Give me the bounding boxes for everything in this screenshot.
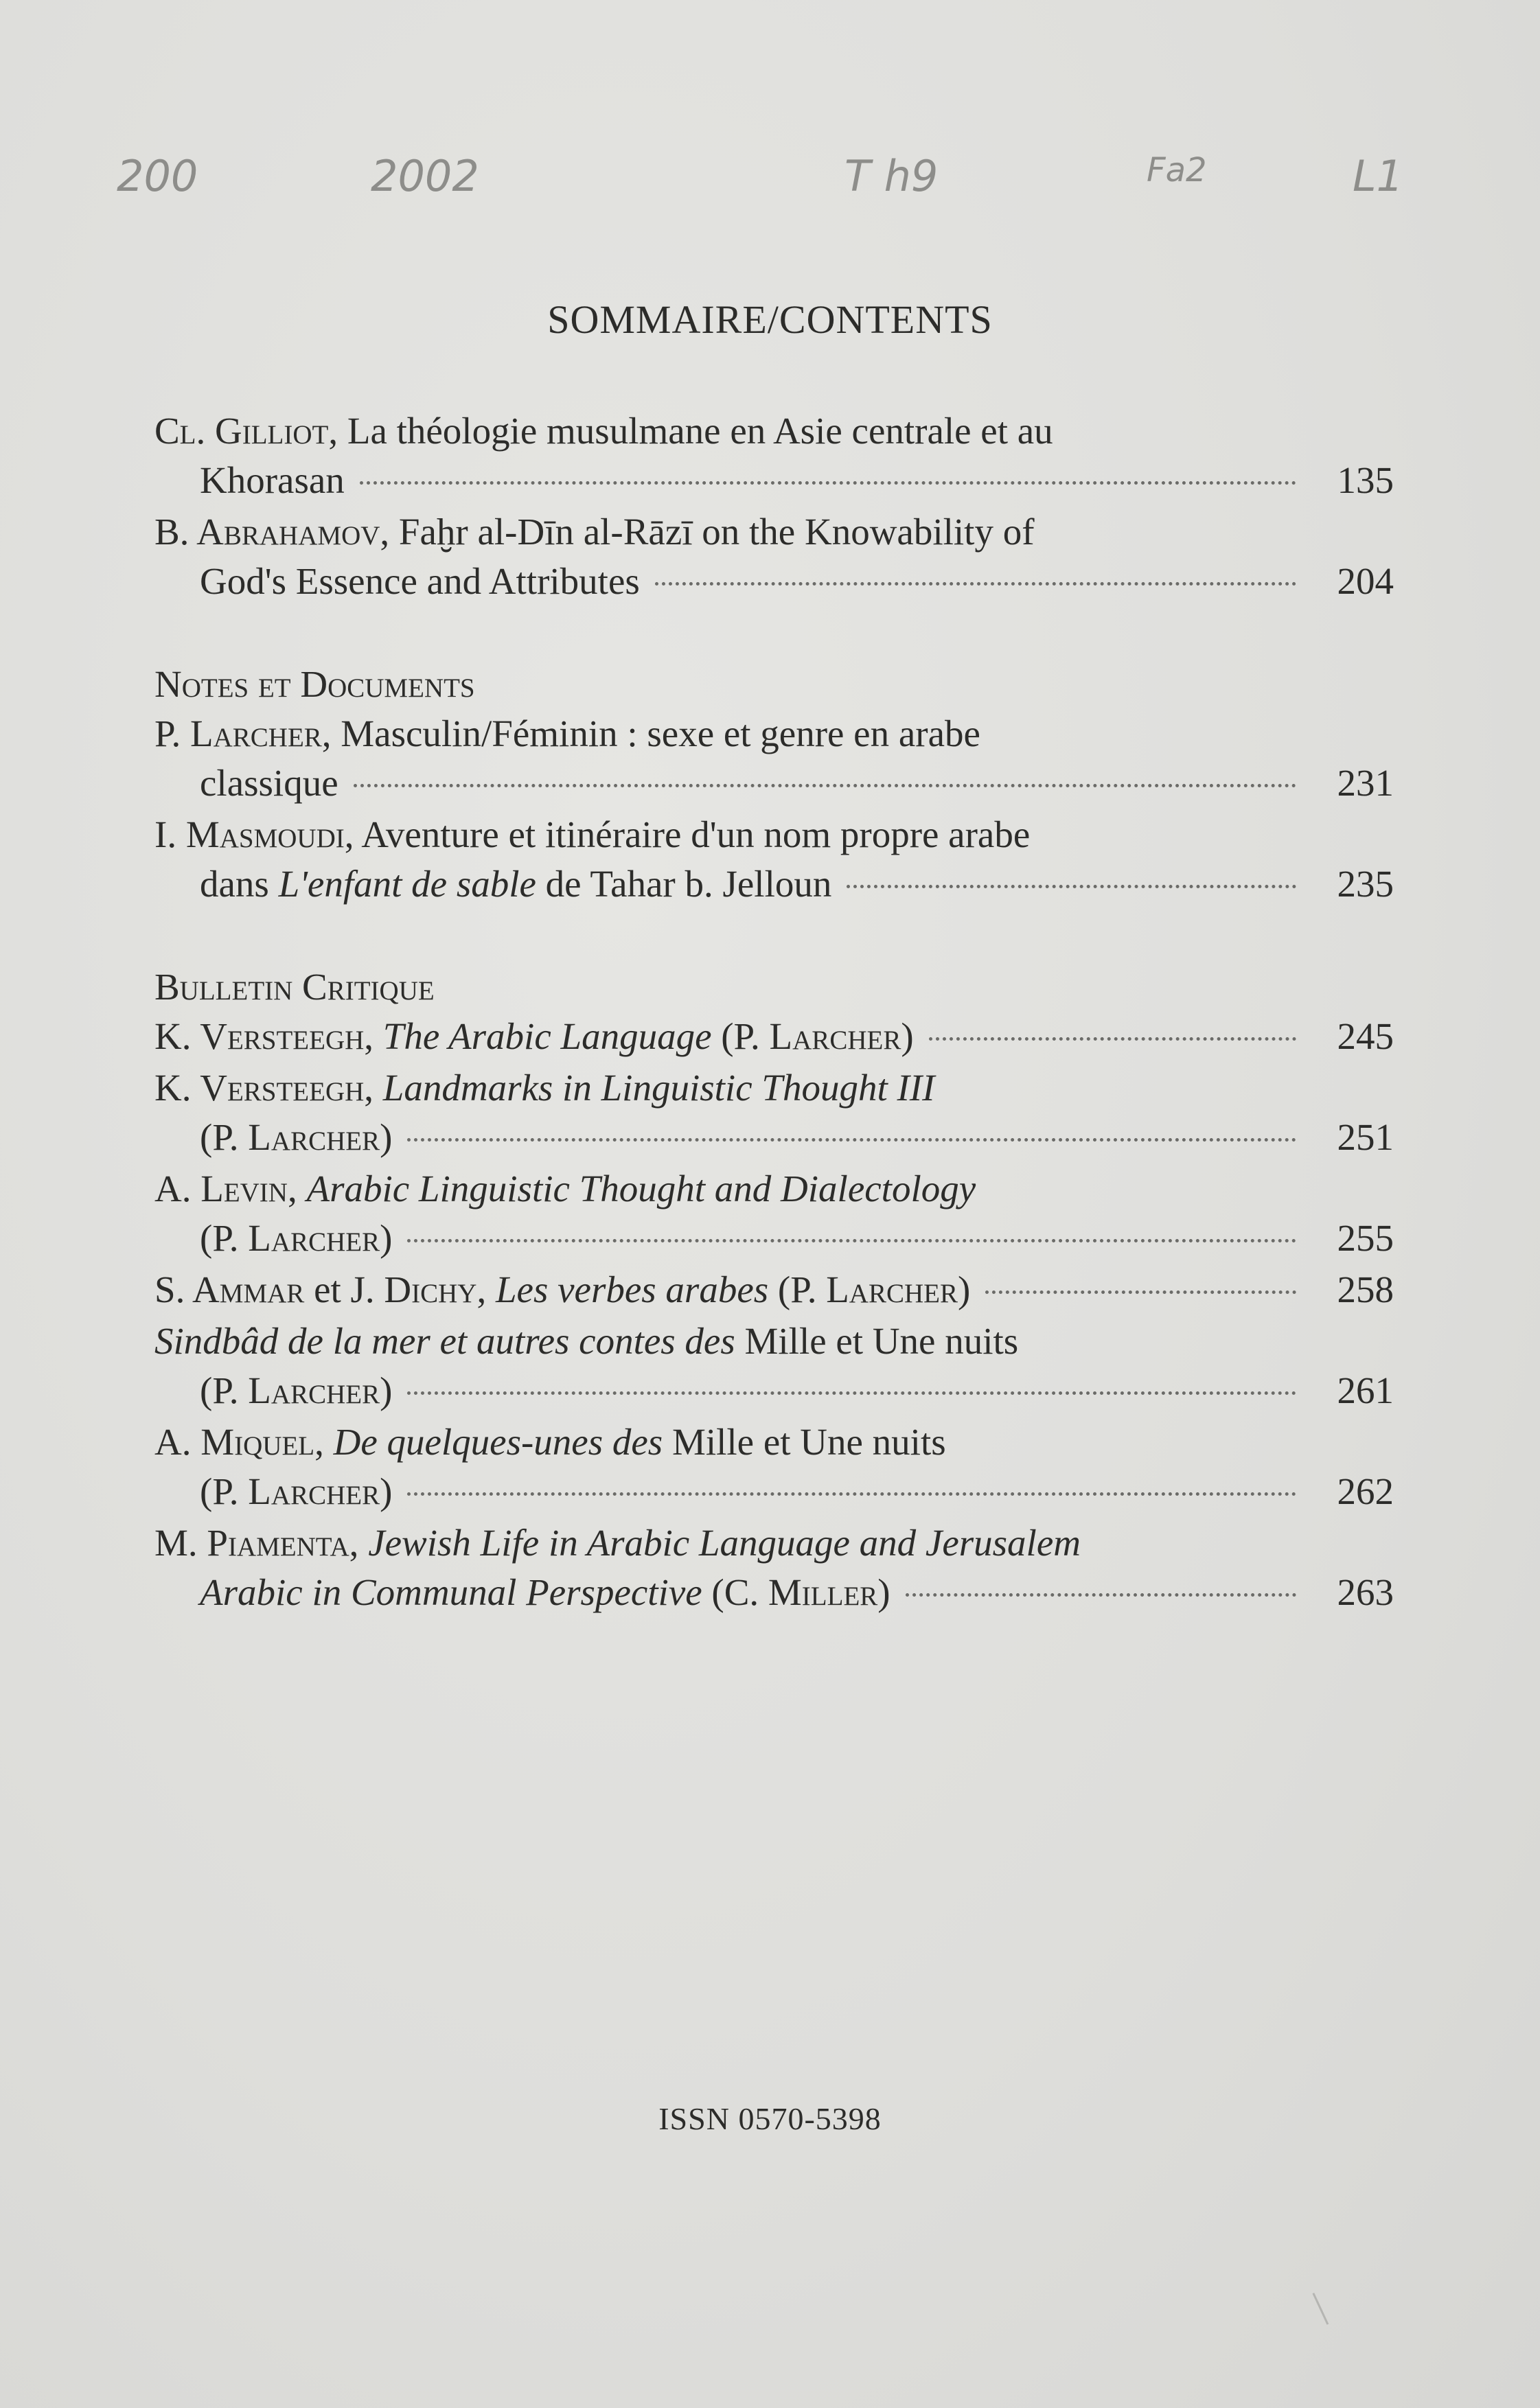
toc-entry [154, 507, 1394, 606]
entry-title-rest: Mille et Une nuits [671, 1421, 946, 1463]
entry-page: 231 [1337, 762, 1394, 804]
toc-entry [154, 1518, 1394, 1617]
handwritten-note: Fa2 [1147, 151, 1207, 189]
handwritten-note: L1 [1353, 151, 1403, 201]
entry-title-cont: Arabic in Communal Perspective [200, 1571, 702, 1613]
entry-reviewer: (P. Larcher) [200, 1470, 393, 1512]
handwritten-note: 2002 [371, 151, 479, 201]
entry-page: 262 [1337, 1470, 1394, 1512]
entry-page: 263 [1337, 1571, 1394, 1613]
section-bulletin [154, 962, 1394, 1617]
section-title: Notes et Documents [154, 663, 475, 705]
entry-page: 258 [1337, 1269, 1394, 1310]
entry-page: 135 [1337, 459, 1394, 501]
toc-entry [154, 1265, 1394, 1315]
entry-reviewer: (P. Larcher) [721, 1015, 914, 1057]
entry-reviewer: (C. Miller) [711, 1571, 890, 1613]
entry-title: Aventure et itinéraire d'un nom propre arabe [361, 813, 1031, 855]
entry-reviewer: (P. Larcher) [200, 1369, 393, 1411]
dot-leader [985, 1290, 1296, 1294]
toc-entry [154, 1012, 1394, 1061]
issn: ISSN 0570-5398 [658, 2101, 882, 2136]
table-of-contents [154, 406, 1394, 1619]
entry-title: The Arabic Language [382, 1015, 712, 1057]
dot-leader [407, 1492, 1296, 1496]
entry-title-post: de Tahar b. Jelloun [536, 863, 832, 905]
entry-title: Faḫr al-Dīn al-Rāzī on the Knowability of [398, 511, 1035, 553]
dot-leader [847, 885, 1296, 888]
dot-leader [360, 481, 1296, 485]
entry-connector: et [314, 1269, 341, 1310]
dot-leader [929, 1037, 1296, 1041]
entry-author: K. Versteegh, [154, 1015, 374, 1057]
entry-title-rest: Mille et Une nuits [744, 1320, 1019, 1362]
dot-leader [407, 1391, 1296, 1395]
toc-entry [154, 709, 1394, 808]
entry-title: Masculin/Féminin : sexe et genre en arabe [341, 713, 980, 754]
entry-author: A. Miquel, [154, 1421, 324, 1463]
entry-title: Landmarks in Linguistic Thought III [382, 1067, 935, 1109]
entry-title-pre: dans [200, 863, 279, 905]
entry-author: P. Larcher, [154, 713, 332, 754]
entry-author: S. Ammar [154, 1269, 305, 1310]
toc-entry [154, 810, 1394, 909]
pencil-mark [1312, 2281, 1353, 2324]
entry-title: De quelques-unes des [333, 1421, 663, 1463]
entry-page: 261 [1337, 1369, 1394, 1411]
entry-reviewer: (P. Larcher) [777, 1269, 971, 1310]
toc-entry [154, 1164, 1394, 1263]
handwritten-note: T h9 [844, 151, 939, 201]
section-title: Bulletin Critique [154, 966, 435, 1008]
dot-leader [354, 784, 1296, 787]
entry-author-2: J. Dichy, [350, 1269, 487, 1310]
entry-author: K. Versteegh, [154, 1067, 374, 1109]
toc-title: SOMMAIRE/CONTENTS [547, 297, 993, 342]
entry-page: 255 [1337, 1217, 1394, 1259]
dot-leader [407, 1138, 1296, 1142]
entry-author: M. Piamenta, [154, 1522, 359, 1564]
dot-leader [655, 582, 1296, 586]
handwritten-notes [117, 137, 1456, 220]
entry-title: Jewish Life in Arabic Language and Jerusalem [368, 1522, 1081, 1564]
toc-entry [154, 1063, 1394, 1162]
entry-author: A. Levin, [154, 1168, 297, 1209]
entry-page: 251 [1337, 1116, 1394, 1158]
entry-title: La théologie musulmane en Asie centrale et au [347, 410, 1053, 452]
entry-title-italic: L'enfant de sable [278, 863, 536, 905]
entry-title-cont: Khorasan [200, 459, 345, 501]
entry-reviewer: (P. Larcher) [200, 1217, 393, 1259]
entry-page: 204 [1337, 560, 1394, 602]
entry-author: Cl. Gilliot, [154, 410, 338, 452]
entry-author: I. Masmoudi, [154, 813, 354, 855]
entry-page: 235 [1337, 863, 1394, 905]
entry-title-cont: God's Essence and Attributes [200, 560, 640, 602]
entry-page: 245 [1337, 1015, 1394, 1057]
toc-entry [154, 406, 1394, 505]
entry-title: Les verbes arabes [495, 1269, 769, 1310]
handwritten-note: 200 [117, 151, 198, 201]
entry-title-cont: classique [200, 762, 338, 804]
entry-author: B. Abrahamov, [154, 511, 390, 553]
section-notes [154, 660, 1394, 909]
dot-leader [906, 1593, 1296, 1597]
toc-entry [154, 1317, 1394, 1415]
entry-title: Arabic Linguistic Thought and Dialectology [306, 1168, 976, 1209]
entry-reviewer: (P. Larcher) [200, 1116, 393, 1158]
toc-entry [154, 1417, 1394, 1516]
entry-title: Sindbâd de la mer et autres contes des [154, 1320, 735, 1362]
dot-leader [407, 1239, 1296, 1242]
